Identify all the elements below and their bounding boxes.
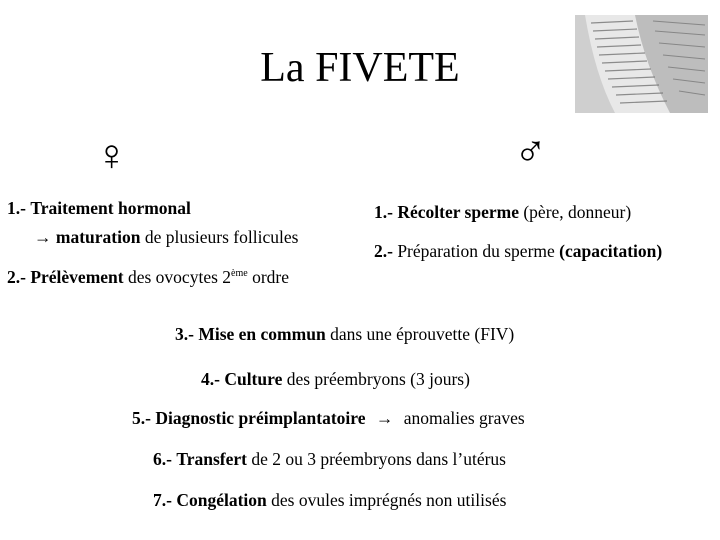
step-text: de 2 ou 3 préembryons dans l’utérus — [251, 449, 506, 469]
step-bold: Transfert — [176, 449, 247, 469]
step-number: 1.- — [7, 198, 26, 218]
female-step-2 — [7, 266, 289, 288]
step-bold: (capacitation) — [559, 241, 663, 261]
step-number: 2.- — [374, 241, 393, 261]
book-pages-photo — [575, 15, 708, 113]
step-number: 7.- — [153, 490, 172, 510]
arrow-icon: → — [375, 408, 394, 428]
step-text: (père, donneur) — [523, 202, 632, 222]
step-number: 6.- — [153, 449, 172, 469]
step-number: 1.- — [374, 202, 393, 222]
step-bold: Mise en commun — [198, 324, 326, 344]
step-superscript: ème — [231, 268, 248, 279]
common-step-3 — [175, 323, 514, 345]
step-bold: Culture — [224, 369, 283, 389]
male-symbol-icon: ♂ — [514, 127, 547, 176]
common-step-7 — [153, 489, 506, 511]
male-step-2 — [374, 240, 662, 262]
step-text: dans une éprouvette (FIV) — [330, 324, 515, 344]
page-title: La FIVETE — [260, 45, 460, 91]
step-number: 4.- — [201, 369, 220, 389]
step-bold: maturation — [55, 227, 141, 247]
step-text: Préparation du sperme — [397, 241, 555, 261]
step-number: 3.- — [175, 324, 194, 344]
step-text: des préembryons (3 jours) — [286, 369, 470, 389]
step-bold: Diagnostic préimplantatoire — [155, 408, 366, 428]
female-step-1 — [7, 197, 191, 219]
step-text: des ovules imprégnés non utilisés — [271, 490, 507, 510]
step-bold: Récolter sperme — [397, 202, 519, 222]
step-tail: ordre — [252, 267, 289, 287]
common-step-4 — [201, 368, 470, 390]
common-step-5 — [132, 407, 525, 429]
step-bold: Congélation — [176, 490, 267, 510]
step-bold: Traitement hormonal — [30, 198, 191, 218]
arrow-icon: → — [34, 227, 52, 247]
step-text: des ovocytes 2 — [127, 267, 232, 287]
step-number: 5.- — [132, 408, 151, 428]
female-symbol-icon: ♀ — [95, 131, 128, 180]
step-number: 2.- — [7, 267, 26, 287]
male-step-1 — [374, 201, 631, 223]
step-bold: Prélèvement — [30, 267, 124, 287]
female-step-1b — [34, 226, 298, 248]
step-text: de plusieurs follicules — [144, 227, 299, 247]
step-text: anomalies graves — [403, 408, 525, 428]
common-step-6 — [153, 448, 506, 470]
